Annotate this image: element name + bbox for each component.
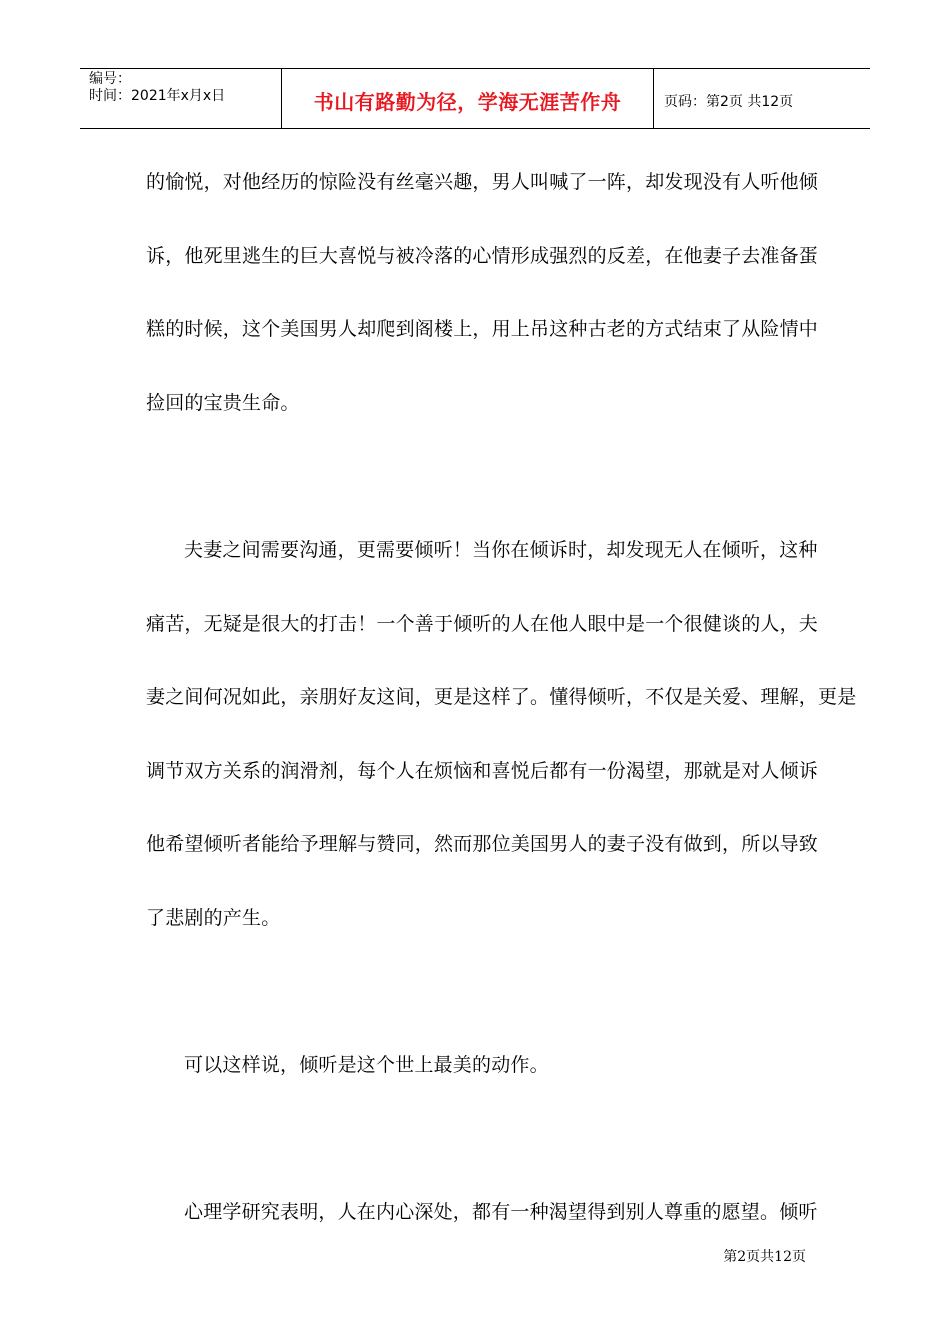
text-line: 了悲剧的产生。	[146, 906, 281, 929]
document-body	[146, 162, 857, 1266]
footer-page-number: 第2页共12页	[723, 1249, 806, 1265]
paragraph-gap	[146, 456, 810, 530]
text-line: 的愉悦，对他经历的惊险没有丝毫兴趣，男人叫喊了一阵，却发现没有人听他倾	[146, 171, 819, 193]
text-line: 痛苦，无疑是很大的打击！一个善于倾听的人在他人眼中是一个很健谈的人，夫	[146, 612, 819, 635]
header-motto-cell	[282, 69, 654, 128]
text-line: 妻之间何况如此，亲朋好友这间，更是这样了。懂得倾听，不仅是关爱、理解，更是	[146, 686, 857, 709]
header-meta	[80, 69, 282, 128]
page-code: 页码：第2页 共12页	[664, 93, 794, 110]
page-header	[80, 68, 870, 129]
page-footer	[723, 1246, 806, 1266]
text-line: 诉，他死里逃生的巨大喜悦与被冷落的心情形成强烈的反差，在他妻子去准备蛋	[146, 244, 819, 267]
paragraph-3	[146, 1045, 810, 1119]
text-line: 夫妻之间需要沟通，更需要倾听！当你在倾诉时，却发现无人在倾听，这种	[184, 538, 818, 561]
text-line: 糕的时候，这个美国男人却爬到阁楼上，用上吊这种古老的方式结束了从险情中	[146, 318, 819, 341]
time-label: 时间：2021年x月x日	[89, 88, 226, 104]
paragraph-gap	[146, 1119, 810, 1193]
text-line: 捡回的宝贵生命。	[146, 391, 300, 414]
paragraph-4	[146, 1192, 818, 1266]
text-line: 可以这样说，倾听是这个世上最美的动作。	[184, 1054, 549, 1077]
paragraph-1	[146, 162, 819, 456]
text-line: 他希望倾听者能给予理解与赞同，然而那位美国男人的妻子没有做到，所以导致	[146, 833, 819, 856]
paragraph-gap	[146, 972, 810, 1046]
paragraph-2	[146, 530, 857, 972]
text-line: 心理学研究表明，人在内心深处，都有一种渴望得到别人尊重的愿望。倾听	[184, 1201, 818, 1224]
number-label: 编号：	[89, 71, 131, 87]
motto: 书山有路勤为径，学海无涯苦作舟	[313, 90, 622, 114]
header-page-code	[654, 69, 870, 128]
text-line: 调节双方关系的润滑剂，每个人在烦恼和喜悦后都有一份渴望，那就是对人倾诉	[146, 759, 819, 782]
